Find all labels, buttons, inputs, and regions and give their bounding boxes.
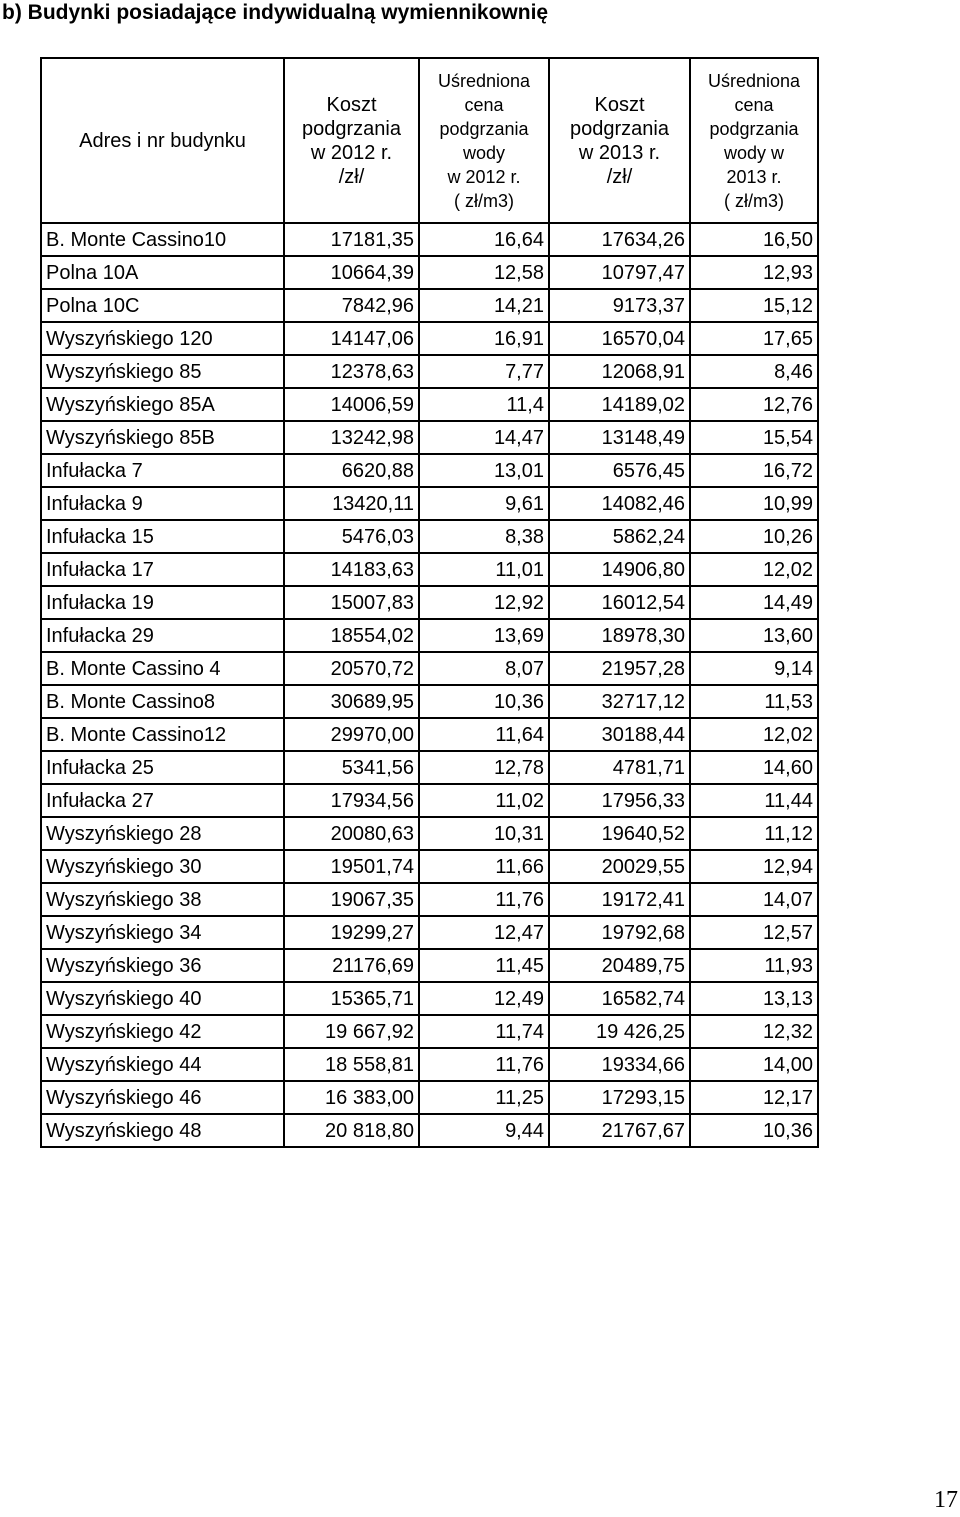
cost-2012-cell: 5476,03	[284, 520, 419, 553]
cost-2013-cell: 17956,33	[549, 784, 690, 817]
table-row	[41, 520, 818, 553]
table-row	[41, 388, 818, 421]
avg-2012-cell: 11,25	[419, 1081, 549, 1114]
table-row	[41, 1015, 818, 1048]
table-row	[41, 355, 818, 388]
table-row	[41, 718, 818, 751]
table-row	[41, 487, 818, 520]
cost-2013-cell: 14082,46	[549, 487, 690, 520]
avg-2012-cell: 13,01	[419, 454, 549, 487]
cost-2012-cell: 6620,88	[284, 454, 419, 487]
avg-2013-cell: 12,17	[690, 1081, 818, 1114]
cost-2012-cell: 17181,35	[284, 223, 419, 256]
header-cost-2013-line: Koszt	[594, 93, 645, 116]
header-avg-2013-line: cena	[734, 94, 774, 115]
address-cell: B. Monte Cassino10	[41, 223, 284, 256]
address-cell: Wyszyńskiego 44	[41, 1048, 284, 1081]
avg-2012-cell: 11,4	[419, 388, 549, 421]
page-number: 17	[934, 1487, 958, 1513]
table-row	[41, 652, 818, 685]
cost-2012-cell: 13242,98	[284, 421, 419, 454]
table-row	[41, 949, 818, 982]
cost-2013-cell: 30188,44	[549, 718, 690, 751]
cost-2012-cell: 14183,63	[284, 553, 419, 586]
avg-2013-cell: 17,65	[690, 322, 818, 355]
table-row	[41, 784, 818, 817]
cost-2013-cell: 17293,15	[549, 1081, 690, 1114]
avg-2012-cell: 14,47	[419, 421, 549, 454]
address-cell: Wyszyńskiego 36	[41, 949, 284, 982]
avg-2012-cell: 16,64	[419, 223, 549, 256]
cost-2013-cell: 21767,67	[549, 1114, 690, 1147]
avg-2013-cell: 12,76	[690, 388, 818, 421]
cost-2012-cell: 20 818,80	[284, 1114, 419, 1147]
header-cost-2012-line: podgrzania	[302, 117, 401, 140]
avg-2013-cell: 14,00	[690, 1048, 818, 1081]
table-row	[41, 619, 818, 652]
avg-2013-cell: 11,12	[690, 817, 818, 850]
header-avg-2013-line: Uśredniona	[707, 70, 801, 91]
avg-2013-cell: 10,36	[690, 1114, 818, 1147]
table-header-row	[41, 58, 818, 223]
header-cost-2012-line: /zł/	[338, 165, 365, 188]
cost-2013-cell: 14189,02	[549, 388, 690, 421]
table-row	[41, 751, 818, 784]
table-row	[41, 256, 818, 289]
avg-2012-cell: 11,02	[419, 784, 549, 817]
header-avg-2013	[690, 58, 818, 223]
avg-2013-cell: 11,44	[690, 784, 818, 817]
cost-2013-cell: 17634,26	[549, 223, 690, 256]
cost-2012-cell: 29970,00	[284, 718, 419, 751]
cost-2012-cell: 19 667,92	[284, 1015, 419, 1048]
address-cell: Wyszyńskiego 85	[41, 355, 284, 388]
table-row	[41, 685, 818, 718]
table-row	[41, 817, 818, 850]
avg-2013-cell: 14,07	[690, 883, 818, 916]
avg-2013-cell: 12,93	[690, 256, 818, 289]
avg-2012-cell: 9,61	[419, 487, 549, 520]
address-cell: Infułacka 17	[41, 553, 284, 586]
cost-2013-cell: 19 426,25	[549, 1015, 690, 1048]
header-avg-2012-line: Uśredniona	[437, 70, 531, 91]
avg-2013-cell: 13,13	[690, 982, 818, 1015]
avg-2013-cell: 12,32	[690, 1015, 818, 1048]
cost-2013-cell: 6576,45	[549, 454, 690, 487]
table-row	[41, 1114, 818, 1147]
header-avg-2013-line: 2013 r.	[726, 166, 782, 187]
address-cell: Polna 10C	[41, 289, 284, 322]
address-cell: Infułacka 9	[41, 487, 284, 520]
cost-2013-cell: 18978,30	[549, 619, 690, 652]
header-avg-2013-line: podgrzania	[709, 118, 799, 139]
table-row	[41, 421, 818, 454]
table-row	[41, 850, 818, 883]
avg-2012-cell: 12,92	[419, 586, 549, 619]
header-cost-2012	[284, 58, 419, 223]
avg-2013-cell: 12,02	[690, 553, 818, 586]
avg-2012-cell: 11,45	[419, 949, 549, 982]
address-cell: Polna 10A	[41, 256, 284, 289]
address-cell: B. Monte Cassino12	[41, 718, 284, 751]
avg-2013-cell: 15,54	[690, 421, 818, 454]
avg-2012-cell: 8,38	[419, 520, 549, 553]
header-cost-2013-line: w 2013 r.	[578, 141, 661, 164]
cost-2012-cell: 15007,83	[284, 586, 419, 619]
cost-2013-cell: 20029,55	[549, 850, 690, 883]
cost-2013-cell: 9173,37	[549, 289, 690, 322]
cost-2013-cell: 12068,91	[549, 355, 690, 388]
header-cost-2013-line: /zł/	[606, 165, 633, 188]
table-row	[41, 223, 818, 256]
address-cell: Infułacka 29	[41, 619, 284, 652]
header-avg-2012-line: podgrzania	[439, 118, 529, 139]
avg-2012-cell: 14,21	[419, 289, 549, 322]
address-cell: Wyszyńskiego 34	[41, 916, 284, 949]
table-row	[41, 883, 818, 916]
table-row	[41, 586, 818, 619]
cost-2013-cell: 16582,74	[549, 982, 690, 1015]
cost-2013-cell: 16012,54	[549, 586, 690, 619]
cost-2012-cell: 19067,35	[284, 883, 419, 916]
avg-2013-cell: 12,02	[690, 718, 818, 751]
table-row	[41, 322, 818, 355]
avg-2013-cell: 16,72	[690, 454, 818, 487]
address-cell: Wyszyńskiego 30	[41, 850, 284, 883]
address-cell: Wyszyńskiego 42	[41, 1015, 284, 1048]
avg-2013-cell: 8,46	[690, 355, 818, 388]
address-cell: Wyszyńskiego 85A	[41, 388, 284, 421]
address-cell: Infułacka 7	[41, 454, 284, 487]
address-cell: Wyszyńskiego 46	[41, 1081, 284, 1114]
avg-2012-cell: 7,77	[419, 355, 549, 388]
cost-2012-cell: 7842,96	[284, 289, 419, 322]
avg-2012-cell: 11,74	[419, 1015, 549, 1048]
address-cell: B. Monte Cassino8	[41, 685, 284, 718]
avg-2013-cell: 12,57	[690, 916, 818, 949]
cost-2012-cell: 18 558,81	[284, 1048, 419, 1081]
cost-2013-cell: 4781,71	[549, 751, 690, 784]
cost-2013-cell: 14906,80	[549, 553, 690, 586]
cost-2012-cell: 16 383,00	[284, 1081, 419, 1114]
section-heading: b) Budynki posiadające indywidualną wymiennikownię	[2, 1, 549, 24]
avg-2012-cell: 12,49	[419, 982, 549, 1015]
header-avg-2013-line: wody w	[723, 142, 785, 163]
avg-2012-cell: 11,76	[419, 883, 549, 916]
avg-2013-cell: 10,26	[690, 520, 818, 553]
cost-2013-cell: 5862,24	[549, 520, 690, 553]
avg-2012-cell: 12,78	[419, 751, 549, 784]
cost-2013-cell: 19792,68	[549, 916, 690, 949]
cost-2013-cell: 20489,75	[549, 949, 690, 982]
avg-2013-cell: 16,50	[690, 223, 818, 256]
header-avg-2012	[419, 58, 549, 223]
header-avg-2013-line: ( zł/m3)	[724, 190, 784, 211]
table-row	[41, 916, 818, 949]
table-row	[41, 289, 818, 322]
cost-2012-cell: 30689,95	[284, 685, 419, 718]
header-cost-2012-line: w 2012 r.	[310, 141, 393, 164]
cost-2012-cell: 18554,02	[284, 619, 419, 652]
address-cell: Wyszyńskiego 85B	[41, 421, 284, 454]
header-avg-2012-line: wody	[462, 142, 506, 163]
cost-2013-cell: 16570,04	[549, 322, 690, 355]
address-cell: Infułacka 27	[41, 784, 284, 817]
avg-2013-cell: 12,94	[690, 850, 818, 883]
address-cell: Infułacka 19	[41, 586, 284, 619]
avg-2013-cell: 11,93	[690, 949, 818, 982]
address-cell: Wyszyńskiego 38	[41, 883, 284, 916]
cost-2012-cell: 13420,11	[284, 487, 419, 520]
cost-2012-cell: 12378,63	[284, 355, 419, 388]
avg-2012-cell: 13,69	[419, 619, 549, 652]
table-row	[41, 553, 818, 586]
cost-2013-cell: 19172,41	[549, 883, 690, 916]
avg-2012-cell: 10,31	[419, 817, 549, 850]
address-cell: Infułacka 25	[41, 751, 284, 784]
cost-2012-cell: 19299,27	[284, 916, 419, 949]
header-cost-2012-line: Koszt	[326, 93, 377, 116]
cost-2013-cell: 10797,47	[549, 256, 690, 289]
avg-2012-cell: 16,91	[419, 322, 549, 355]
avg-2013-cell: 11,53	[690, 685, 818, 718]
table-row	[41, 982, 818, 1015]
avg-2013-cell: 14,60	[690, 751, 818, 784]
avg-2012-cell: 8,07	[419, 652, 549, 685]
avg-2013-cell: 15,12	[690, 289, 818, 322]
avg-2012-cell: 11,66	[419, 850, 549, 883]
cost-2013-cell: 19334,66	[549, 1048, 690, 1081]
heating-cost-table	[40, 57, 819, 1148]
cost-2012-cell: 14006,59	[284, 388, 419, 421]
cost-2012-cell: 20570,72	[284, 652, 419, 685]
cost-2012-cell: 19501,74	[284, 850, 419, 883]
table-row	[41, 1081, 818, 1114]
avg-2013-cell: 9,14	[690, 652, 818, 685]
cost-2013-cell: 21957,28	[549, 652, 690, 685]
cost-2012-cell: 20080,63	[284, 817, 419, 850]
cost-2012-cell: 21176,69	[284, 949, 419, 982]
table-row	[41, 1048, 818, 1081]
avg-2013-cell: 10,99	[690, 487, 818, 520]
header-avg-2012-line: w 2012 r.	[447, 166, 521, 187]
avg-2012-cell: 12,47	[419, 916, 549, 949]
cost-2012-cell: 14147,06	[284, 322, 419, 355]
address-cell: Wyszyńskiego 120	[41, 322, 284, 355]
cost-2013-cell: 19640,52	[549, 817, 690, 850]
address-cell: B. Monte Cassino 4	[41, 652, 284, 685]
avg-2012-cell: 11,64	[419, 718, 549, 751]
avg-2013-cell: 14,49	[690, 586, 818, 619]
header-avg-2012-line: cena	[464, 94, 504, 115]
address-cell: Wyszyńskiego 48	[41, 1114, 284, 1147]
cost-2012-cell: 15365,71	[284, 982, 419, 1015]
avg-2012-cell: 9,44	[419, 1114, 549, 1147]
cost-2012-cell: 5341,56	[284, 751, 419, 784]
avg-2013-cell: 13,60	[690, 619, 818, 652]
cost-2012-cell: 10664,39	[284, 256, 419, 289]
avg-2012-cell: 10,36	[419, 685, 549, 718]
table-body	[41, 223, 818, 1147]
header-cost-2013-line: podgrzania	[570, 117, 669, 140]
address-cell: Infułacka 15	[41, 520, 284, 553]
cost-2013-cell: 32717,12	[549, 685, 690, 718]
avg-2012-cell: 11,76	[419, 1048, 549, 1081]
cost-2013-cell: 13148,49	[549, 421, 690, 454]
cost-2012-cell: 17934,56	[284, 784, 419, 817]
address-cell: Wyszyńskiego 40	[41, 982, 284, 1015]
header-avg-2012-line: ( zł/m3)	[454, 190, 514, 211]
address-cell: Wyszyńskiego 28	[41, 817, 284, 850]
table-row	[41, 454, 818, 487]
header-address: Adres i nr budynku	[41, 58, 284, 223]
avg-2012-cell: 12,58	[419, 256, 549, 289]
avg-2012-cell: 11,01	[419, 553, 549, 586]
header-cost-2013	[549, 58, 690, 223]
